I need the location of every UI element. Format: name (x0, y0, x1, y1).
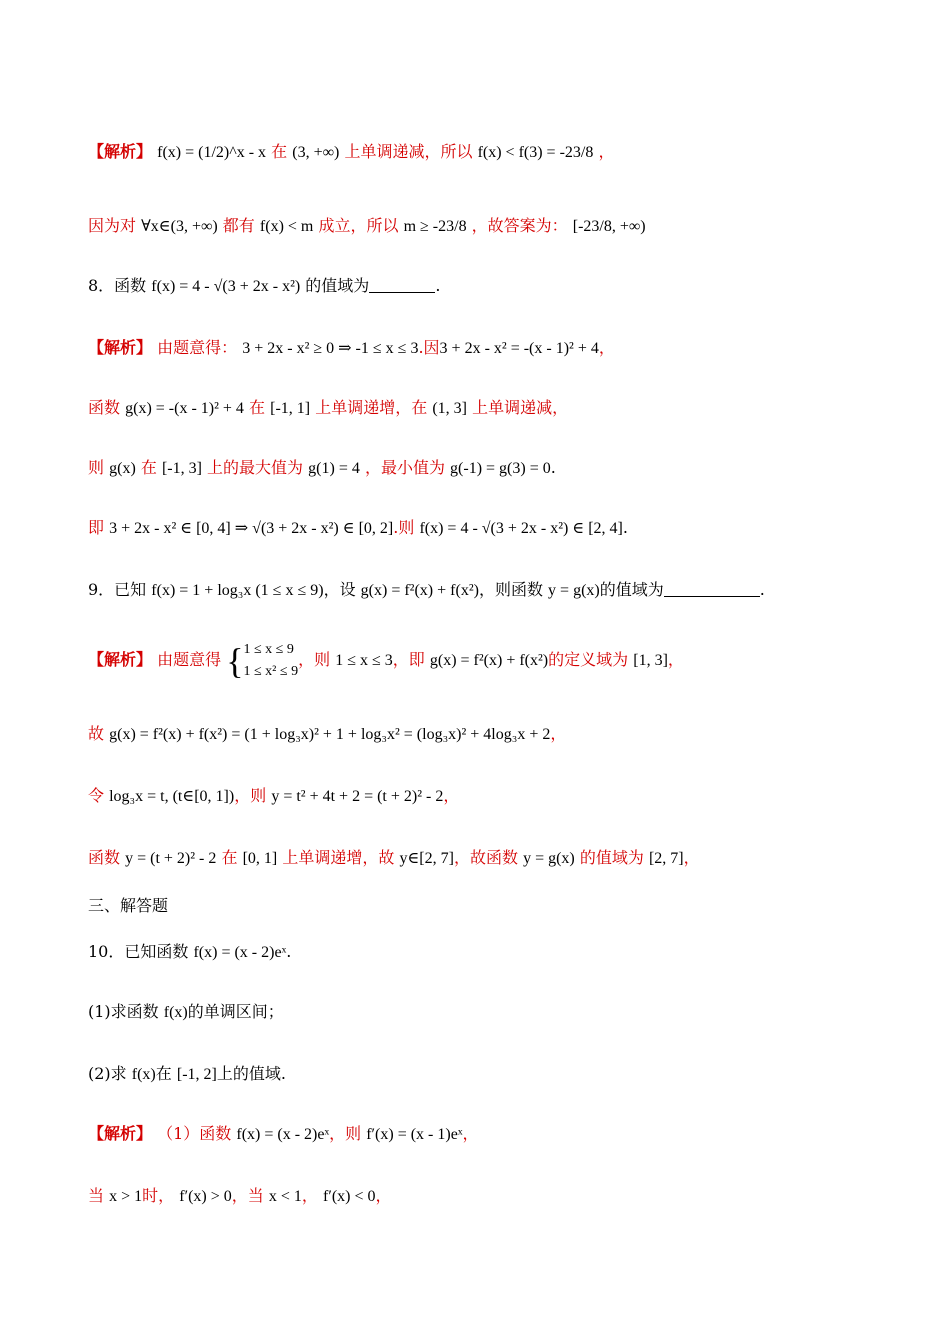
q9-end: . (759, 580, 765, 599)
q9-text-increasing: 上单调递增，故 (282, 848, 395, 867)
q8-gx: g(x) (109, 460, 136, 477)
q8-text-function: 函数 (88, 398, 121, 417)
left-brace-icon: { (226, 640, 244, 681)
q7-interval: (3, +∞) (292, 144, 340, 161)
q7-function-expression: f(x) = (1/2)^x - x (157, 144, 267, 161)
q9-system-row-1: 1 ≤ x ≤ 9 (243, 641, 294, 657)
q9-text-therefore: 故 (88, 724, 105, 743)
q10-part-2 (88, 1062, 910, 1087)
q10-f-definition: f(x) = (x - 2)eˣ (236, 1126, 330, 1143)
q9-text-function: 函数 (88, 848, 121, 867)
q8-solution-line-3 (88, 456, 910, 481)
q8-text-increasing: 上单调递增，在 (315, 398, 428, 417)
q8-text-then: .则 (393, 518, 415, 537)
q10-condition-2: x < 1 (268, 1188, 302, 1205)
q9-y-function: y = (t + 2)² - 2 (125, 850, 217, 867)
q9-text-domain: 的定义域为 (548, 650, 629, 669)
q8-result: f(x) = 4 - √(3 + 2x - x²) ∈ [2, 4] (419, 520, 623, 537)
q8-tail: 的值域为 (305, 276, 370, 295)
q10-condition-1: x > 1 (109, 1188, 143, 1205)
q8-text-at: 在 (249, 398, 266, 417)
q9-domain: [1, 3] (633, 652, 668, 669)
q10-expression: f(x) = (x - 2)eˣ (193, 944, 287, 961)
q9-solution-line-2 (88, 722, 910, 747)
q9-y-range: y∈[2, 7] (399, 850, 454, 867)
q8-period: . (622, 518, 628, 537)
q7-text-answer: ，故答案为： (471, 216, 568, 235)
q8-text-min: ，最小值为 (364, 458, 445, 477)
q7-text-at: 在 (271, 142, 288, 161)
q10-text-at: 在 (155, 1064, 172, 1083)
q9-y-expression: y = t² + 4t + 2 = (t + 2)² - 2 (271, 788, 444, 805)
q9-g-definition: g(x) = f²(x) + f(x²) (360, 582, 479, 599)
q9-f-definition: f(x) = 1 + log₃x (1 ≤ x ≤ 9) (151, 582, 324, 599)
q10-fx: f(x) (131, 1066, 156, 1083)
q9-answer: [2, 7] (648, 850, 684, 867)
q10-comma-2: ， (301, 1186, 318, 1205)
q8-domain-condition: 3 + 2x - x² ≥ 0 ⇒ -1 ≤ x ≤ 3 (242, 340, 419, 357)
q7-solution-line-1 (88, 140, 910, 165)
q9-comma: ， (683, 848, 700, 867)
q8-end: . (435, 276, 441, 295)
q9-text-then: ，则函数 (478, 580, 543, 599)
q8-comma: ， (598, 338, 615, 357)
q9-comma: ， (550, 724, 567, 743)
q10-part-1-text: 的单调区间； (187, 1002, 284, 1021)
q7-text-because: 因为对 (88, 216, 137, 235)
q8-text-max: 上的最大值为 (207, 458, 304, 477)
q7-fx-lt-m: f(x) < m (259, 218, 314, 235)
q8-interval: [-1, 3] (161, 460, 202, 477)
q10-end: . (286, 942, 292, 961)
q8-text-decreasing: 上单调递减， (472, 398, 569, 417)
q9-g-expansion: g(x) = f²(x) + f(x²) = (1 + log₃x)² + 1 + log₃x² = (log₃x)² + 4log₃x + 2 (109, 726, 551, 743)
q8-question (88, 274, 910, 299)
q8-text: 由题意得： (157, 338, 238, 357)
q9-text-let: 令 (88, 786, 105, 805)
q8-text-then: 则 (88, 458, 105, 477)
q9-y-eq-gx: y = g(x) (523, 850, 575, 867)
q10-part-1 (88, 1000, 910, 1025)
answer-blank (664, 580, 760, 597)
q8-g-definition: g(x) = -(x - 1)² + 4 (125, 400, 244, 417)
q9-comma: ， (443, 786, 460, 805)
q9-text-so: ，即 (392, 650, 425, 669)
q9-t-interval: [0, 1] (242, 850, 278, 867)
q10-part-2-text: 上的值域. (216, 1064, 286, 1083)
q8-text-at: 在 (140, 458, 157, 477)
q7-text-all: 都有 (222, 216, 255, 235)
q9-text-range: 的值域为 (599, 580, 664, 599)
q10-interval: [-1, 2] (176, 1066, 217, 1083)
q10-derivative: f′(x) = (x - 1)eˣ (366, 1126, 463, 1143)
q9-g-expression: g(x) = f²(x) + f(x²) (429, 652, 549, 669)
q7-m-bound: m ≥ -23/8 (403, 218, 467, 235)
q9-solution-line-1 (88, 638, 910, 683)
q9-question (88, 578, 910, 603)
q10-number: 10．已知函数 (88, 942, 189, 961)
q7-inequality: f(x) < f(3) = -23/8 (477, 144, 594, 161)
q9-text-let: ，设 (323, 580, 356, 599)
q10-comma: ， (462, 1124, 479, 1143)
q10-part-2-number: (2)求 (88, 1064, 127, 1083)
q9-solution-line-3 (88, 784, 910, 809)
q9-text-range: 的值域为 (579, 848, 644, 867)
q9-substitution: log₃x = t, (t∈[0, 1]) (109, 788, 235, 805)
q9-text: 由题意得 (157, 650, 222, 669)
q8-min-value: g(-1) = g(3) = 0 (450, 460, 551, 477)
q10-result-1: f′(x) > 0 (179, 1188, 232, 1205)
solution-label: 【解析】 (88, 1124, 153, 1143)
section-title: 三、解答题 (88, 896, 169, 915)
q10-text: （1）函数 (157, 1124, 232, 1143)
q8-interval-increasing: [-1, 1] (270, 400, 311, 417)
q10-text-when: 当 (88, 1186, 105, 1205)
solution-label: 【解析】 (88, 142, 153, 161)
q9-text-so: ，故函数 (453, 848, 518, 867)
q7-text: 上单调递减，所以 (344, 142, 473, 161)
solution-label: 【解析】 (88, 650, 153, 669)
q10-result-2: f′(x) < 0 (323, 1188, 376, 1205)
q8-solution-line-2 (88, 396, 910, 421)
q10-solution-line-1 (88, 1122, 910, 1147)
q8-text-so: 即 (88, 518, 105, 537)
q8-expression: f(x) = 4 - √(3 + 2x - x²) (151, 278, 301, 295)
q8-max-value: g(1) = 4 (308, 460, 360, 477)
q10-solution-line-2 (88, 1184, 910, 1209)
q9-text-then: ，则 (234, 786, 267, 805)
q8-range-chain: 3 + 2x - x² ∈ [0, 4] ⇒ √(3 + 2x - x²) ∈ [0, 2] (109, 520, 394, 537)
q10-text-time: 时， (142, 1186, 175, 1205)
q9-comma: ， (667, 650, 684, 669)
q9-number: 9．已知 (88, 580, 147, 599)
q10-comma: ， (375, 1186, 392, 1205)
q9-system-row-2: 1 ≤ x² ≤ 9 (243, 663, 299, 679)
q10-question (88, 940, 910, 965)
q9-inequality-system (226, 639, 298, 683)
solution-label: 【解析】 (88, 338, 153, 357)
q8-text-because: .因 (418, 338, 440, 357)
q10-text-then: ，则 (329, 1124, 362, 1143)
q9-x-range: 1 ≤ x ≤ 3 (335, 652, 393, 669)
q8-interval-decreasing: (1, 3] (432, 400, 467, 417)
answer-blank (369, 276, 435, 293)
q10-fx: f(x) (163, 1004, 188, 1021)
q7-forall: ∀x∈(3, +∞) (141, 218, 218, 235)
q9-y-definition: y = g(x) (548, 582, 600, 599)
q7-solution-line-2 (88, 214, 910, 239)
q10-text-when-2: ，当 (231, 1186, 264, 1205)
q9-text-at: 在 (221, 848, 238, 867)
q9-solution-line-4 (88, 846, 910, 871)
q9-text-then: ，则 (298, 650, 331, 669)
q7-text-holds: 成立，所以 (318, 216, 399, 235)
q10-part-1-number: (1)求函数 (88, 1002, 159, 1021)
q8-solution-line-4 (88, 516, 910, 541)
q7-comma: ， (598, 142, 615, 161)
q8-solution-line-1 (88, 336, 910, 361)
q8-completed-square: 3 + 2x - x² = -(x - 1)² + 4 (439, 340, 599, 357)
q8-number: 8．函数 (88, 276, 147, 295)
q7-answer: [-23/8, +∞) (572, 218, 646, 235)
q8-period: . (550, 458, 556, 477)
